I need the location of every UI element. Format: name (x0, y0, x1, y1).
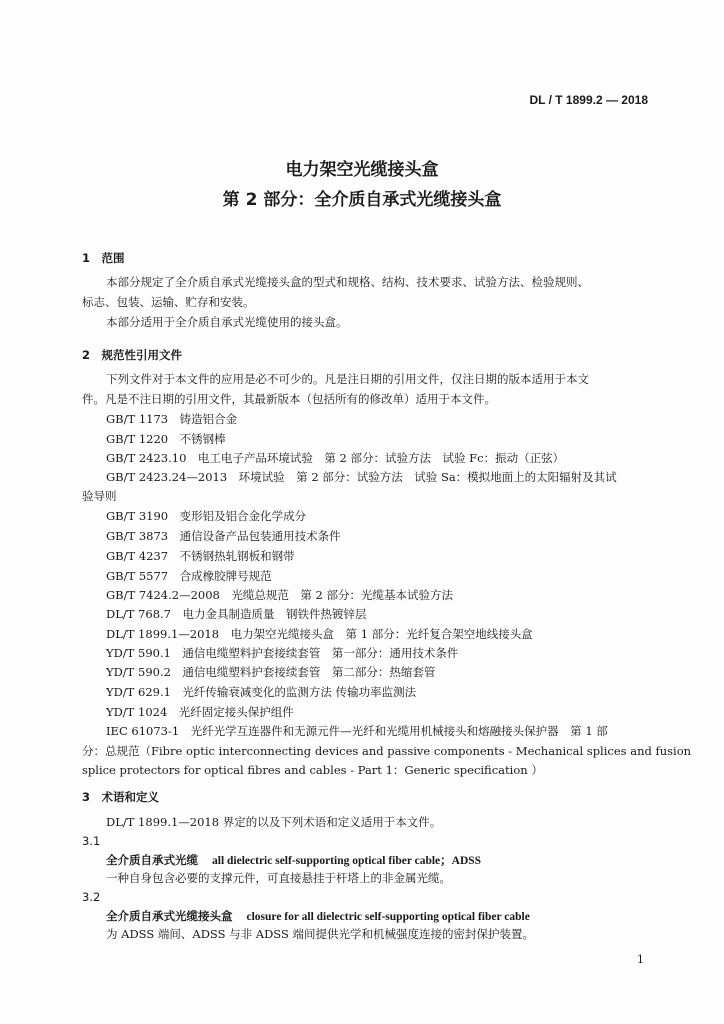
section-heading-terms: 3 术语和定义 (82, 790, 160, 804)
reference-item: GB/T 2423.24—2013 环境试验 第 2 部分：试验方法 试验 Sa：模拟地面上的太阳辐射及其试 (106, 470, 617, 484)
term-chinese: 全介质自承式光缆 (106, 853, 198, 867)
document-title: 电力架空光缆接头盒 (285, 160, 439, 180)
paragraph-line: 件。凡是不注日期的引用文件，其最新版本（包括所有的修改单）适用于本文件。 (82, 392, 496, 406)
reference-item: GB/T 3190 变形铝及铝合金化学成分 (106, 509, 307, 523)
reference-item-continued: 验导则 (82, 489, 117, 503)
term-number: 3.1 (82, 834, 101, 848)
reference-item-continued: 分：总规范（Fibre optic interconnecting devices and passive components - Mechanical splices and fusion (82, 744, 692, 758)
reference-item: GB/T 7424.2—2008 光缆总规范 第 2 部分：光缆基本试验方法 (106, 588, 453, 602)
reference-item: GB/T 1220 不锈钢棒 (106, 432, 226, 446)
reference-item-continued: splice protectors for optical fibres and cables - Part 1：Generic specification ） (82, 763, 543, 777)
term-definition: 为 ADSS 端间、ADSS 与非 ADSS 端间提供光学和机械强度连接的密封保护装置。 (106, 927, 535, 941)
reference-item: IEC 61073-1 光纤光学互连器件和无源元件—光纤和光缆用机械接头和熔融接头保护器 第 1 部 (106, 724, 608, 738)
section-heading-scope: 1 范围 (82, 251, 125, 265)
section-heading-references: 2 规范性引用文件 (82, 348, 183, 362)
term-title (106, 852, 481, 868)
paragraph-line: 标志、包装、运输、贮存和安装。 (82, 295, 255, 309)
term-english: all dielectric self-supporting optical fiber cable；ADSS (212, 855, 482, 867)
reference-item: GB/T 2423.10 电工电子产品环境试验 第 2 部分：试验方法 试验 Fc：振动（正弦） (106, 451, 565, 465)
term-number: 3.2 (82, 890, 101, 904)
paragraph-line: DL/T 1899.1—2018 界定的以及下列术语和定义适用于本文件。 (106, 815, 442, 829)
reference-item: GB/T 1173 铸造铝合金 (106, 412, 238, 426)
reference-item: DL/T 768.7 电力金具制造质量 钢铁件热镀锌层 (106, 607, 367, 621)
term-definition: 一种自身包含必要的支撑元件，可直接悬挂于杆塔上的非金属光缆。 (106, 871, 451, 885)
paragraph-line: 本部分规定了全介质自承式光缆接头盒的型式和规格、结构、技术要求、试验方法、检验规则、 (106, 275, 589, 289)
page-number: 1 (637, 953, 644, 966)
reference-item: YD/T 1024 光纤固定接头保护组件 (106, 705, 294, 719)
term-title (106, 908, 530, 924)
paragraph-line: 本部分适用于全介质自承式光缆使用的接头盒。 (106, 315, 348, 329)
reference-item: YD/T 629.1 光纤传输衰减变化的监测方法 传输功率监测法 (106, 685, 417, 699)
standard-code: DL / T 1899.2 — 2018 (529, 93, 648, 107)
paragraph-line: 下列文件对于本文件的应用是必不可少的。凡是注日期的引用文件，仅注日期的版本适用于本文 (106, 372, 589, 386)
reference-item: GB/T 4237 不锈钢热轧钢板和钢带 (106, 549, 295, 563)
reference-item: GB/T 5577 合成橡胶牌号规范 (106, 569, 272, 583)
document-subtitle: 第 2 部分：全介质自承式光缆接头盒 (222, 190, 502, 210)
reference-item: DL/T 1899.1—2018 电力架空光缆接头盒 第 1 部分：光纤复合架空地线接头盒 (106, 627, 533, 641)
reference-item: GB/T 3873 通信设备产品包装通用技术条件 (106, 529, 341, 543)
reference-item: YD/T 590.1 通信电缆塑料护套接续套管 第一部分：通用技术条件 (106, 646, 459, 660)
term-chinese: 全介质自承式光缆接头盒 (106, 909, 233, 923)
term-english: closure for all dielectric self-supporting optical fiber cable (246, 911, 530, 923)
reference-item: YD/T 590.2 通信电缆塑料护套接续套管 第二部分：热缩套管 (106, 665, 436, 679)
